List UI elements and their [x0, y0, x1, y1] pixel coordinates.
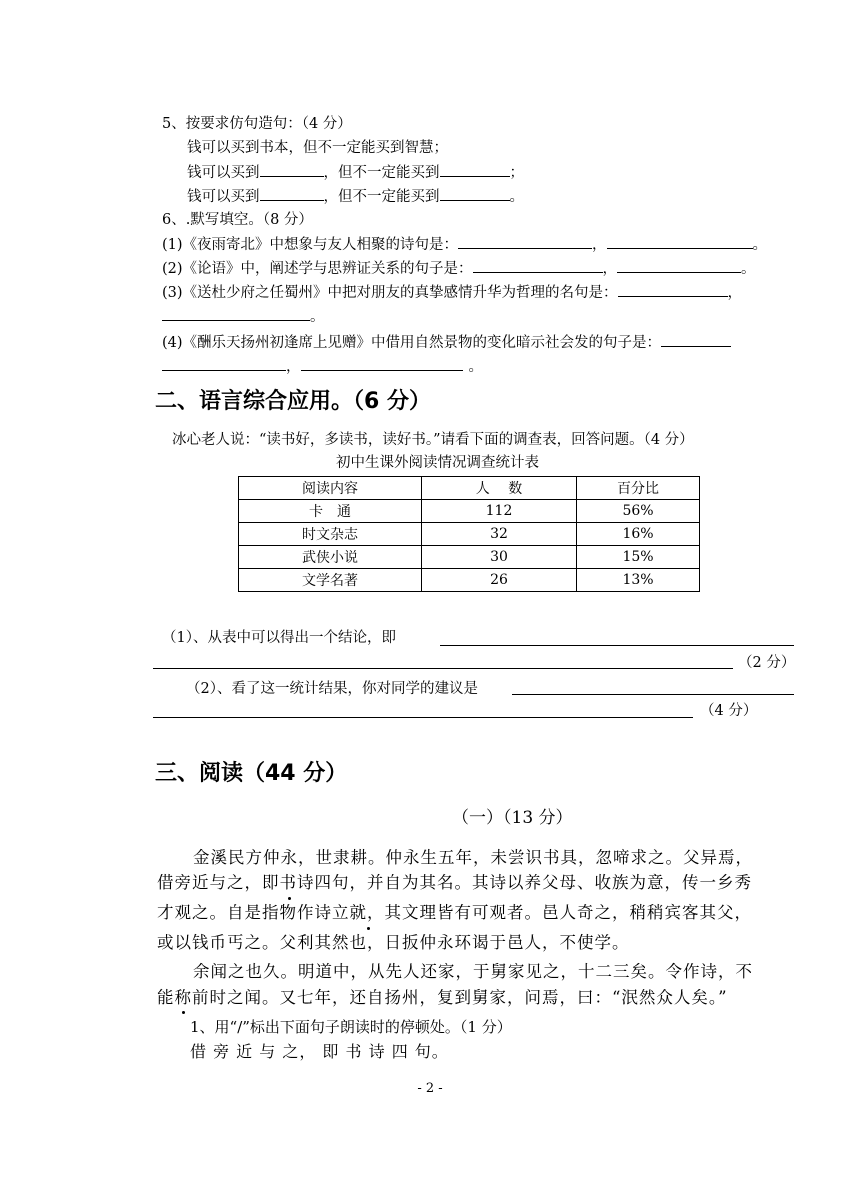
- passage-p1-line-3: 才观之。自是指物作诗立就，其文理皆有可观者。邑人奇之，稍稍宾客其父，: [157, 903, 752, 922]
- q6-blank-2b[interactable]: [617, 258, 741, 273]
- table-cell: 15%: [577, 546, 700, 569]
- emphasis-dot: [288, 897, 291, 900]
- q6-item-1-text: (1)《夜雨寄北》中想象与友人相聚的诗句是：: [162, 237, 459, 253]
- survey-table: [238, 476, 700, 592]
- q6-item-2: [162, 258, 756, 279]
- q6-blank-1a[interactable]: [458, 234, 592, 249]
- q5-blank-1a[interactable]: [260, 162, 324, 177]
- table-cell: 32: [422, 523, 577, 546]
- q5-answer-line-2: [187, 186, 524, 207]
- section-2-q1-score: （2 分）: [738, 655, 796, 671]
- section-2-q2-score: （4 分）: [700, 703, 758, 719]
- section-3-q1: 1、用“/”标出下面句子朗读时的停顿处。（1 分）: [190, 1018, 512, 1036]
- passage-p2-line-1: 余闻之也久。明道中，从先人还家，于舅家见之，十二三矣。令作诗，不: [193, 962, 753, 981]
- passage-p1-line-4: 或以钱币丐之。父利其然也，日扳仲永环谒于邑人，不使学。: [157, 933, 630, 952]
- table-row: [239, 523, 700, 546]
- table-cell: 文学名著: [239, 569, 422, 592]
- q5-answer-line-1: [187, 162, 524, 183]
- q5-line-b-2: ，但不一定能买到: [323, 189, 440, 205]
- q5-line-a-2: 钱可以买到: [187, 189, 260, 205]
- survey-table-title: 初中生课外阅读情况调查统计表: [336, 455, 539, 471]
- q5-blank-2a[interactable]: [260, 186, 324, 201]
- section-2-q1: （1）、从表中可以得出一个结论，即: [162, 630, 396, 646]
- answer-line-q1a[interactable]: [440, 645, 794, 646]
- passage-p2-line-2: 能称前时之闻。又七年，还自扬州，复到舅家，问焉，曰：“泯然众人矣。”: [157, 988, 728, 1007]
- table-cell: 56%: [577, 500, 700, 523]
- table-row: [239, 546, 700, 569]
- table-cell: 武侠小说: [239, 546, 422, 569]
- q6-comma-4: ，: [286, 359, 301, 375]
- table-cell: 卡 通: [239, 500, 422, 523]
- q6-blank-3b[interactable]: [162, 306, 310, 321]
- q6-blank-2a[interactable]: [473, 258, 603, 273]
- table-row: [239, 500, 700, 523]
- q5-blank-1b[interactable]: [440, 162, 510, 177]
- section-3-q1-sentence: 借 旁 近 与 之， 即 书 诗 四 句。: [190, 1042, 449, 1061]
- q6-period-3: 。: [310, 309, 325, 325]
- q5-title: 5、按要求仿句造句：（4 分）: [162, 116, 352, 132]
- table-header-cell: 阅读内容: [239, 477, 422, 500]
- q6-item-2-text: (2)《论语》中，阐述学与思辨证关系的句子是：: [162, 261, 473, 277]
- answer-line-q2a[interactable]: [512, 694, 794, 695]
- section-2-heading: 二、语言综合应用。（6 分）: [155, 389, 431, 414]
- table-header-cell: 百分比: [577, 477, 700, 500]
- answer-line-q2b[interactable]: [153, 717, 693, 718]
- q5-example: 钱可以买到书本，但不一定能买到智慧；: [187, 140, 448, 156]
- table-cell: 26: [422, 569, 577, 592]
- q6-item-4: [162, 332, 731, 353]
- q5-blank-2b[interactable]: [440, 186, 510, 201]
- passage-p1-line-2-text: 借旁近与之，即书诗四句，并自为其名。其诗以养父母、收族为意，传一乡秀: [157, 873, 752, 892]
- answer-line-q1b[interactable]: [153, 668, 733, 669]
- table-cell: 13%: [577, 569, 700, 592]
- table-cell: 30: [422, 546, 577, 569]
- q5-line-b: ，但不一定能买到: [323, 165, 440, 181]
- q6-comma-3: ，: [727, 285, 743, 301]
- q6-blank-1b[interactable]: [607, 234, 753, 249]
- q6-item-3: [162, 282, 742, 303]
- q6-item-4-cont: [162, 356, 483, 377]
- table-cell: 112: [422, 500, 577, 523]
- q5-line-a: 钱可以买到: [187, 165, 260, 181]
- q6-title: 6、.默写填空。（8 分）: [162, 212, 313, 228]
- q6-item-3-cont: [162, 306, 325, 327]
- q6-item-3-text: (3)《送杜少府之任蜀州》中把对朋友的真挚感情升华为哲理的名句是：: [162, 285, 618, 301]
- q6-item-4-text: (4)《酬乐天扬州初逢席上见赠》中借用自然景物的变化暗示社会发的句子是：: [162, 335, 662, 351]
- q6-blank-4a[interactable]: [661, 332, 731, 347]
- section-2-q2: （2）、看了这一统计结果，你对同学的建议是: [186, 681, 478, 697]
- section-2-intro: 冰心老人说：“读书好，多读书，读好书。”请看下面的调查表，回答问题。（4 分）: [172, 432, 694, 448]
- passage-p1-line-1: 金溪民方仲永，世隶耕。仲永生五年，未尝识书具，忽啼求之。父异焉，: [193, 848, 753, 867]
- emphasis-dot: [182, 1011, 185, 1014]
- q6-comma-1: ，: [592, 237, 607, 253]
- table-cell: 16%: [577, 523, 700, 546]
- q6-period-4: 。: [468, 359, 483, 375]
- q6-comma-2: ，: [602, 261, 618, 277]
- passage-1-subheading: （一）（13 分）: [452, 808, 573, 828]
- section-3-heading: 三、阅读（44 分）: [155, 761, 348, 786]
- q6-blank-4b[interactable]: [162, 356, 286, 371]
- q5-end-2: 。: [509, 189, 524, 205]
- table-header-cell: 人 数: [422, 477, 577, 500]
- passage-p1-line-2: [157, 871, 752, 895]
- table-cell: 时文杂志: [239, 523, 422, 546]
- q6-period-2: 。: [741, 261, 756, 277]
- q6-blank-4c[interactable]: [301, 356, 463, 371]
- page-number: - 2 -: [417, 1081, 443, 1096]
- table-header-row: [239, 477, 700, 500]
- q6-item-1: [162, 234, 767, 255]
- q5-end-1: ；: [509, 165, 524, 181]
- q6-blank-3a[interactable]: [618, 282, 728, 297]
- emphasis-dot: [367, 927, 370, 930]
- q6-period-1: 。: [752, 237, 768, 253]
- table-row: [239, 569, 700, 592]
